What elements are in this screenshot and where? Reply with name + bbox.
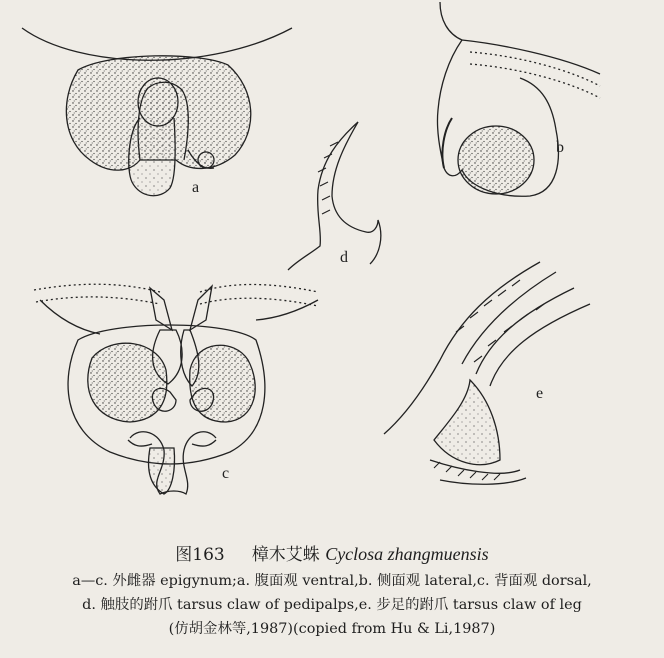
- species-chinese-name: 樟木艾蛛: [251, 545, 320, 565]
- panel-a-drawing: [22, 28, 292, 196]
- species-latin-name: Cyclosa zhangmuensis: [325, 544, 489, 564]
- panel-e-label: e: [536, 385, 544, 402]
- panel-e-drawing: [384, 262, 590, 484]
- caption-title: [0, 542, 664, 567]
- panel-a-label: a: [192, 179, 200, 196]
- figure-caption: [0, 542, 664, 641]
- panel-c-drawing: [34, 284, 318, 494]
- figure-number: 图163: [175, 545, 225, 565]
- panel-d-drawing: [288, 122, 381, 270]
- caption-line-1: a—c. 外雌器 epigynum;a. 腹面观 ventral,b. 侧面观 lateral,c. 背面观 dorsal,: [72, 573, 592, 589]
- panel-c-label: c: [222, 465, 230, 482]
- panel-b-label: b: [556, 139, 564, 156]
- panel-b-drawing: [437, 2, 600, 196]
- caption-line-2: d. 触肢的跗爪 tarsus claw of pedipalps,e. 步足的跗爪 tarsus claw of leg: [82, 597, 582, 613]
- panel-d-label: d: [340, 249, 348, 266]
- caption-line-3: (仿胡金林等,1987)(copied from Hu & Li,1987): [168, 621, 496, 637]
